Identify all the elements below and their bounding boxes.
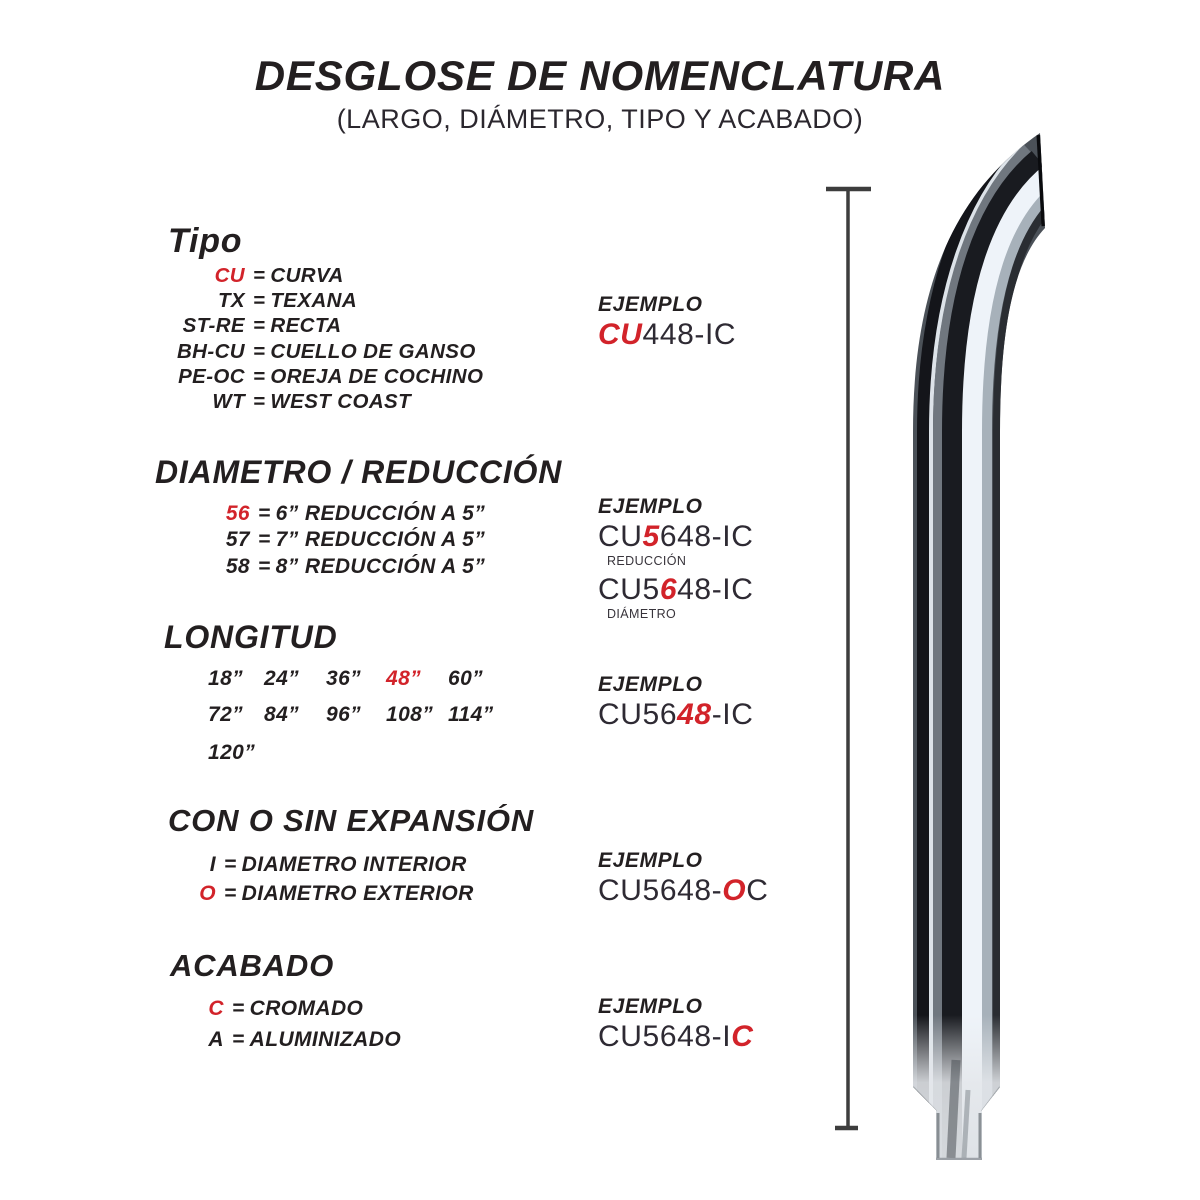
equals-sign: = bbox=[253, 314, 266, 338]
equals-sign: = bbox=[253, 364, 266, 388]
example-label: EJEMPLO bbox=[598, 995, 703, 1018]
acabado-code-c: C bbox=[208, 997, 224, 1020]
code-rest: 48-IC bbox=[677, 573, 754, 606]
section-heading-expansion: CON O SIN EXPANSIÓN bbox=[168, 803, 535, 838]
equals-sign: = bbox=[232, 997, 245, 1020]
tipo-code-stre: ST-RE bbox=[182, 314, 245, 338]
pipe-chrome-shading bbox=[904, 135, 1069, 1165]
acabado-desc-c: CROMADO bbox=[249, 997, 364, 1020]
diametro-code-56: 56 bbox=[225, 502, 250, 525]
code-highlight: O bbox=[722, 874, 747, 907]
diametro-code-58: 58 bbox=[225, 554, 250, 578]
code-rest: 448-IC bbox=[642, 318, 737, 351]
code-pre: CU5 bbox=[598, 573, 660, 606]
example-label: EJEMPLO bbox=[598, 849, 703, 872]
tipo-code-tx: TX bbox=[218, 289, 245, 313]
expansion-code-i: I bbox=[209, 853, 216, 876]
longitud-value: 120” bbox=[208, 741, 256, 764]
tipo-desc-bhcu: CUELLO DE GANSO bbox=[270, 339, 476, 363]
longitud-value: 72” bbox=[208, 703, 244, 726]
example-label: EJEMPLO bbox=[598, 293, 703, 316]
example-label: EJEMPLO bbox=[598, 495, 703, 518]
acabado-code-a: A bbox=[208, 1028, 224, 1051]
equals-sign: = bbox=[253, 264, 266, 287]
tipo-code-peoc: PE-OC bbox=[178, 364, 245, 388]
equals-sign: = bbox=[258, 502, 271, 525]
pipe-outlet-edge bbox=[1040, 135, 1045, 226]
diametro-desc-58: 8” REDUCCIÓN A 5” bbox=[275, 554, 486, 578]
tipo-desc-cu: CURVA bbox=[270, 264, 344, 287]
longitud-value: 84” bbox=[264, 703, 300, 726]
code-rest: C bbox=[746, 874, 769, 907]
equals-sign: = bbox=[232, 1028, 245, 1051]
example-label: EJEMPLO bbox=[598, 673, 703, 696]
section-heading-longitud: LONGITUD bbox=[164, 619, 338, 655]
code-highlight: 48 bbox=[677, 698, 712, 731]
tipo-desc-wt: WEST COAST bbox=[270, 390, 412, 414]
longitud-value: 108” bbox=[386, 703, 434, 726]
diametro-code-57: 57 bbox=[225, 528, 250, 552]
equals-sign: = bbox=[224, 882, 237, 905]
code-pre: CU5648-I bbox=[598, 1020, 732, 1053]
equals-sign: = bbox=[253, 339, 266, 363]
code-pre: CU5648- bbox=[598, 874, 723, 907]
diametro-desc-56: 6” REDUCCIÓN A 5” bbox=[275, 502, 486, 525]
section-heading-acabado: ACABADO bbox=[170, 948, 335, 983]
tipo-code-wt: WT bbox=[212, 390, 245, 414]
equals-sign: = bbox=[258, 528, 271, 552]
code-rest: -IC bbox=[711, 698, 754, 731]
acabado-desc-a: ALUMINIZADO bbox=[249, 1028, 402, 1051]
diametro-desc-57: 7” REDUCCIÓN A 5” bbox=[275, 528, 486, 552]
tipo-desc-peoc: OREJA DE COCHINO bbox=[270, 364, 484, 388]
longitud-value: 60” bbox=[448, 667, 484, 690]
tipo-code-cu: CU bbox=[214, 264, 245, 287]
longitud-value: 114” bbox=[448, 703, 494, 726]
code-pre: CU bbox=[598, 520, 643, 553]
section-heading-diametro: DIAMETRO / REDUCCIÓN bbox=[155, 454, 563, 490]
code-highlight: 6 bbox=[659, 573, 678, 606]
expansion-desc-i: DIAMETRO INTERIOR bbox=[241, 853, 467, 876]
example-note-diametro: DIÁMETRO bbox=[607, 607, 677, 621]
equals-sign: = bbox=[253, 289, 266, 313]
expansion-code-o: O bbox=[199, 882, 216, 905]
code-highlight: C bbox=[731, 1020, 754, 1053]
code-highlight: CU bbox=[598, 318, 643, 351]
code-highlight: 5 bbox=[642, 520, 660, 553]
equals-sign: = bbox=[224, 853, 237, 876]
section-heading-tipo: Tipo bbox=[168, 222, 243, 260]
equals-sign: = bbox=[258, 554, 271, 578]
longitud-value: 96” bbox=[326, 703, 362, 726]
code-pre: CU56 bbox=[598, 698, 678, 731]
page-subtitle: (LARGO, DIÁMETRO, TIPO Y ACABADO) bbox=[336, 104, 864, 134]
tipo-desc-stre: RECTA bbox=[270, 314, 342, 338]
equals-sign: = bbox=[253, 390, 266, 414]
height-measure-line bbox=[826, 189, 871, 1128]
tipo-code-bhcu: BH-CU bbox=[176, 339, 245, 363]
exhaust-pipe bbox=[904, 133, 1069, 1165]
example-note-reduccion: REDUCCIÓN bbox=[607, 554, 687, 568]
expansion-desc-o: DIAMETRO EXTERIOR bbox=[241, 882, 474, 905]
page-title: DESGLOSE DE NOMENCLATURA bbox=[254, 52, 946, 99]
longitud-value: 36” bbox=[326, 667, 362, 690]
code-rest: 648-IC bbox=[659, 520, 754, 553]
longitud-value: 24” bbox=[264, 667, 300, 690]
longitud-value: 18” bbox=[208, 667, 244, 690]
tipo-desc-tx: TEXANA bbox=[270, 289, 358, 313]
longitud-value-highlighted: 48” bbox=[386, 667, 422, 690]
